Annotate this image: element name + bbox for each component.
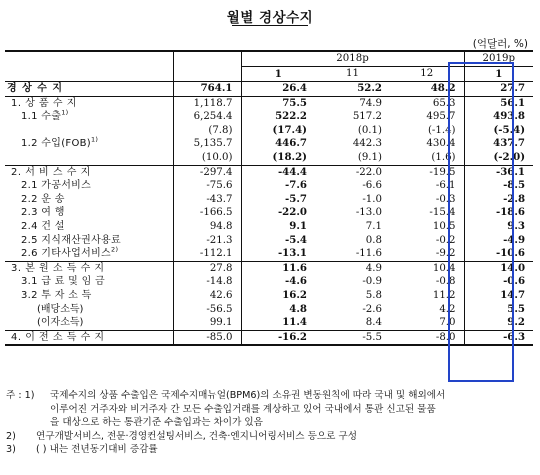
footnote-marker: 1): [91, 136, 99, 145]
cell-2018-dec: (-1.4): [427, 124, 456, 136]
header-row-years: [5, 51, 533, 67]
cell-total-2018: -75.6: [173, 179, 241, 193]
cell-2018-nov: -1.0: [362, 193, 382, 205]
header-row-months: [5, 67, 533, 82]
row-label: [5, 330, 173, 345]
row-label-text: 2.1 가공서비스: [21, 180, 92, 192]
footnote-line: 국제수지의 상품 수출입은 국제수지매뉴얼(BPM6)의 소유권 변동원칙에 따라 국내 및 해외에서: [50, 390, 446, 401]
row-label: [5, 193, 173, 207]
cell-2018-nov: -13.0: [355, 207, 382, 219]
cell-2018-jan: -16.2: [241, 330, 315, 345]
row-label-text: 경 상 수 지: [7, 83, 64, 94]
row-label-text: 2.4 건 설: [21, 220, 65, 232]
row-label: [5, 220, 173, 234]
table-row: [5, 330, 533, 345]
row-label-text: 4. 이 전 소 득 수 지: [11, 331, 105, 343]
cell-2018-dec: -8.0: [390, 330, 464, 345]
cell-total-2018: -112.1: [173, 247, 241, 261]
row-label: [5, 234, 173, 248]
cell-2018-dec: 65.3: [390, 96, 464, 110]
cell-2019-jan: -8.5: [464, 179, 533, 193]
cell-2018-nov: (0.1): [357, 124, 382, 136]
row-label-text: 2.3 여 행: [21, 207, 65, 219]
page-title: 월별 경상수지: [226, 10, 314, 26]
cell-2018-jan: -4.6: [241, 275, 315, 289]
row-label-text: 1.1 수출: [21, 111, 62, 123]
footnote-item: [6, 389, 534, 430]
cell-2018-jan: -7.6: [241, 179, 315, 193]
cell-2018-dec: -6.1: [435, 180, 456, 192]
cell-2019-jan: -4.9: [464, 234, 533, 248]
row-label: [5, 316, 173, 330]
cell-2018-jan: -5.7: [241, 193, 315, 207]
cell-2019-jan: 437.7: [464, 137, 533, 151]
row-label: [5, 137, 173, 151]
cell-total-2018: -14.8: [173, 275, 241, 289]
cell-2019-jan: (-5.4): [464, 124, 533, 138]
cell-2018-jan: (18.2): [241, 151, 315, 165]
table-row: [5, 193, 533, 207]
row-label: [5, 179, 173, 193]
cell-2019-jan: -0.6: [464, 275, 533, 289]
header-corner-2: [5, 67, 173, 82]
table-row: [5, 220, 533, 234]
cell-2018-jan: 446.7: [241, 137, 315, 151]
cell-total-2018: 1,118.7: [173, 96, 241, 110]
header-blank-cell: [173, 51, 241, 67]
cell-total-2018: 99.1: [173, 316, 241, 330]
cell-2019-jan: -2.8: [464, 193, 533, 207]
cell-total-2018: 6,254.4: [173, 110, 241, 124]
cell-total-2018: 42.6: [173, 289, 241, 303]
cell-2018-dec: 430.4: [426, 138, 456, 150]
table-row: [5, 206, 533, 220]
cell-2018-dec: 10.5: [432, 220, 456, 232]
unit-label: (억달러, %): [472, 38, 528, 50]
row-label: [5, 247, 173, 261]
cell-2018-nov: 4.9: [315, 261, 390, 275]
footnote-line: 연구개발서비스, 전문·경영컨설팅서비스, 건축·엔지니어링서비스 등으로 구성: [36, 430, 357, 442]
row-label: [5, 110, 173, 124]
footnote-marker: 2): [111, 245, 119, 254]
cell-2019-jan: 14.7: [464, 289, 533, 303]
cell-2018-nov: 7.1: [365, 220, 382, 232]
cell-2019-jan: 493.8: [464, 110, 533, 124]
cell-total-2018: -85.0: [173, 330, 241, 345]
header-month-2018-11: 11: [315, 67, 390, 82]
cell-2018-dec: 11.2: [432, 289, 456, 301]
table-row: [5, 110, 533, 124]
cell-2019-jan: -36.1: [464, 165, 533, 179]
cell-total-2018: -43.7: [173, 193, 241, 207]
cell-2018-jan: 4.8: [241, 303, 315, 317]
cell-2018-jan: 75.5: [241, 96, 315, 110]
cell-2018-jan: -13.1: [241, 247, 315, 261]
cell-2019-jan: -18.6: [464, 206, 533, 220]
cell-2018-nov: -0.9: [362, 276, 382, 288]
cell-2018-nov: 5.8: [365, 289, 382, 301]
row-label: [5, 261, 173, 275]
footnote-line: ( ) 내는 전년동기대비 증감률: [36, 444, 158, 456]
row-label-text: 2.2 운 송: [21, 193, 65, 205]
cell-2018-nov: 74.9: [315, 96, 390, 110]
table-row: [5, 289, 533, 303]
cell-2018-dec: -0.8: [435, 276, 456, 288]
row-label-text: 3.1 급 료 및 임 금: [21, 276, 105, 288]
cell-2018-nov: 0.8: [365, 234, 382, 246]
cell-2018-jan: -5.4: [241, 234, 315, 248]
footnote-text: [50, 389, 534, 430]
cell-2018-jan: 9.1: [241, 220, 315, 234]
row-label: [5, 289, 173, 303]
footnote-item: [6, 430, 534, 444]
table-body: [5, 82, 533, 346]
footnote-number: 3): [6, 444, 16, 456]
cell-2019-jan: 9.3: [464, 220, 533, 234]
cell-2018-jan: 522.2: [241, 110, 315, 124]
row-label: [5, 303, 173, 317]
cell-2018-dec: -9.2: [435, 248, 456, 260]
cell-2018-nov: -22.0: [315, 165, 390, 179]
cell-2019-jan: 14.0: [464, 261, 533, 275]
table-row: [5, 275, 533, 289]
cell-2019-jan: (-2.0): [464, 151, 533, 165]
cell-2018-nov: 517.2: [352, 111, 382, 123]
row-label-text: (이자소득): [37, 317, 84, 329]
row-label-text: 1. 상 품 수 지: [11, 97, 77, 109]
cell-2019-jan: -6.3: [464, 330, 533, 345]
title-underline: [232, 25, 308, 26]
cell-2018-dec: (1.6): [431, 151, 456, 163]
table-row: [5, 151, 533, 165]
row-label: [5, 275, 173, 289]
cell-2018-nov: 52.2: [315, 82, 390, 97]
footnote-text: [36, 443, 534, 457]
header-month-2018-1: 1: [241, 67, 315, 82]
cell-2018-jan: 11.4: [241, 316, 315, 330]
header-year-2019: 2019p: [464, 51, 533, 67]
cell-2019-jan: 5.5: [464, 303, 533, 317]
footnotes: [6, 389, 534, 457]
cell-2018-dec: 10.4: [390, 261, 464, 275]
table-row: [5, 124, 533, 138]
cell-2018-jan: -22.0: [241, 206, 315, 220]
cell-2018-dec: -0.2: [435, 234, 456, 246]
cell-2018-nov: 442.3: [352, 138, 382, 150]
footnote-item: [6, 443, 534, 457]
footnote-text: [36, 430, 534, 444]
cell-2018-nov: -11.6: [355, 248, 382, 260]
row-label-text: 2.5 지식재산권사용료: [21, 234, 121, 246]
cell-total-2018: -166.5: [173, 206, 241, 220]
cell-2018-dec: 4.2: [439, 303, 456, 315]
cell-2018-dec: 48.2: [390, 82, 464, 97]
cell-2018-dec: -15.4: [429, 207, 456, 219]
cell-2018-dec: 7.0: [439, 317, 456, 329]
row-label: [5, 206, 173, 220]
cell-2019-jan: -10.6: [464, 247, 533, 261]
table-row: [5, 303, 533, 317]
footnote-number: 주 : 1): [6, 390, 35, 401]
cell-2018-jan: -44.4: [241, 165, 315, 179]
cell-2019-jan: 27.7: [464, 82, 533, 97]
cell-total-2018: (10.0): [173, 151, 241, 165]
row-label-text: 1.2 수입(FOB): [21, 138, 91, 150]
cell-2018-nov: (9.1): [357, 151, 382, 163]
table-row: [5, 137, 533, 151]
cell-2019-jan: 9.2: [464, 316, 533, 330]
cell-total-2018: -297.4: [173, 165, 241, 179]
row-label-text: 3.2 투 자 소 득: [21, 289, 92, 301]
cell-2018-jan: 16.2: [241, 289, 315, 303]
cell-total-2018: 27.8: [173, 261, 241, 275]
row-label: [5, 82, 173, 97]
cell-2018-jan: 26.4: [241, 82, 315, 97]
cell-2018-dec: -19.5: [390, 165, 464, 179]
row-label-text: 3. 본 원 소 득 수 지: [11, 262, 105, 274]
header-month-2019-1: 1: [464, 67, 533, 82]
header-year-2018: 2018p: [241, 51, 464, 67]
cell-2018-jan: 11.6: [241, 261, 315, 275]
row-label: [5, 96, 173, 110]
table-row: [5, 82, 533, 97]
current-account-table: [5, 50, 533, 346]
cell-total-2018: -21.3: [173, 234, 241, 248]
footnote-marker: 1): [61, 108, 69, 117]
row-label-text: (배당소득): [37, 303, 84, 315]
cell-2018-nov: 8.4: [365, 317, 382, 329]
table-row: [5, 261, 533, 275]
row-label-text: 2.6 기타사업서비스: [21, 248, 112, 260]
header-month-2018-12: 12: [390, 67, 464, 82]
cell-2018-jan: (17.4): [241, 124, 315, 138]
table-row: [5, 179, 533, 193]
footnote-line: 이루어진 거주자와 비거주자 간 모든 수출입거래를 계상하고 있어 국내에서 통관 신고된 물품: [50, 403, 436, 415]
cell-2018-nov: -2.6: [362, 303, 382, 315]
row-label: [5, 165, 173, 179]
row-label: [5, 151, 173, 165]
row-label-text: 2. 서 비 스 수 지: [11, 166, 91, 178]
table-row: [5, 316, 533, 330]
footnote-line: 을 대상으로 하는 통관기준 수출입과는 차이가 있음: [50, 417, 263, 429]
cell-2019-jan: 56.1: [464, 96, 533, 110]
header-corner: [5, 51, 173, 67]
cell-total-2018: 764.1: [173, 82, 241, 97]
cell-total-2018: 5,135.7: [173, 137, 241, 151]
cell-total-2018: (7.8): [173, 124, 241, 138]
table-row: [5, 247, 533, 261]
cell-total-2018: 94.8: [173, 220, 241, 234]
table-row: [5, 165, 533, 179]
cell-2018-nov: -6.6: [362, 180, 382, 192]
row-label: [5, 124, 173, 138]
cell-2018-dec: 495.7: [426, 111, 456, 123]
cell-2018-dec: -0.3: [435, 193, 456, 205]
cell-2018-nov: -5.5: [315, 330, 390, 345]
table-row: [5, 234, 533, 248]
footnote-number: 2): [6, 430, 16, 442]
cell-total-2018: -56.5: [173, 303, 241, 317]
table-row: [5, 96, 533, 110]
header-blank-cell-2: [173, 67, 241, 82]
